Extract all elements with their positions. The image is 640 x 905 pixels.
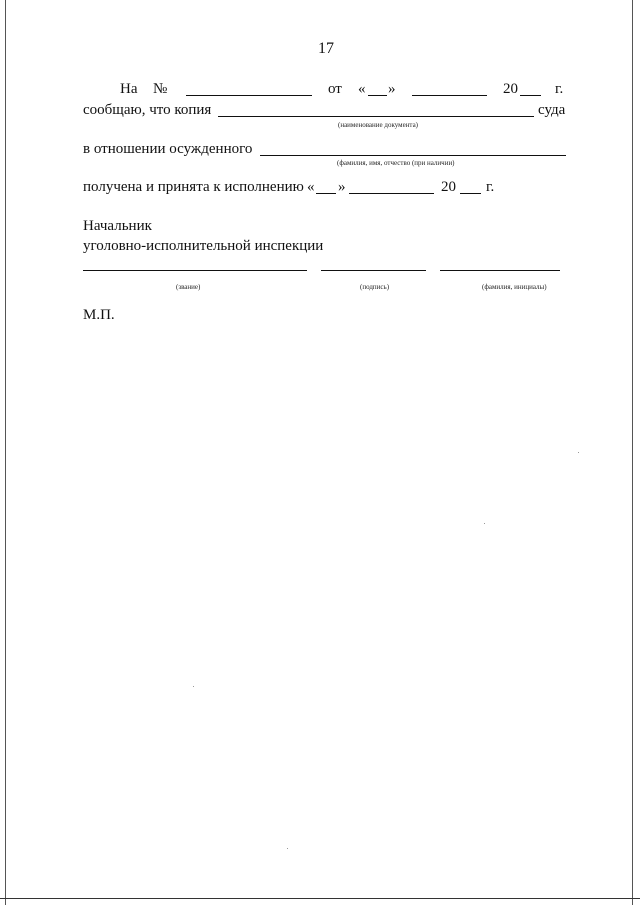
caption-name-initials: (фамилия, инициалы) <box>482 283 547 291</box>
name-initials-line <box>440 270 560 271</box>
month-field-line <box>412 95 487 96</box>
label-court: суда <box>538 102 566 118</box>
quote-open-2: « <box>307 179 315 195</box>
label-convict: в отношении осужденного <box>83 141 253 157</box>
label-received: получена и принята к исполнению <box>83 179 304 195</box>
rank-line <box>83 270 307 271</box>
caption-signature: (подпись) <box>360 283 390 291</box>
convict-name-line <box>260 155 566 156</box>
quote-open: « <box>358 81 366 97</box>
caption-document-name: (наименование документа) <box>338 121 419 129</box>
day-field-line-2 <box>316 193 336 194</box>
signature-title-line1: Начальник <box>83 218 152 234</box>
day-field-line <box>368 95 387 96</box>
document-name-line <box>218 116 534 117</box>
label-ot: от <box>328 81 342 97</box>
year-field-line <box>520 95 541 96</box>
year-prefix: 20 <box>503 81 518 97</box>
year-field-line-2 <box>460 193 481 194</box>
page-number: 17 <box>318 40 334 57</box>
year-suffix-2: г. <box>486 179 495 195</box>
year-suffix: г. <box>555 81 564 97</box>
label-number-sign: № <box>153 81 168 97</box>
scan-border-left <box>5 0 6 905</box>
scan-speck <box>193 686 194 687</box>
quote-close: » <box>388 81 396 97</box>
scan-speck <box>287 848 288 849</box>
number-field-line <box>186 95 312 96</box>
signature-title-line2: уголовно-исполнительной инспекции <box>83 238 324 254</box>
signature-line <box>321 270 426 271</box>
scan-speck <box>484 523 485 524</box>
scan-border-bottom <box>0 898 640 899</box>
caption-rank: (звание) <box>176 283 201 291</box>
scan-border-right <box>632 0 633 905</box>
label-na: На <box>120 81 138 97</box>
scan-speck <box>578 452 579 453</box>
caption-convict-name: (фамилия, имя, отчество (при наличии) <box>337 159 455 167</box>
label-copy: сообщаю, что копия <box>83 102 212 118</box>
month-field-line-2 <box>349 193 434 194</box>
quote-close-2: » <box>338 179 346 195</box>
year-prefix-2: 20 <box>441 179 456 195</box>
stamp-place: М.П. <box>83 307 115 323</box>
